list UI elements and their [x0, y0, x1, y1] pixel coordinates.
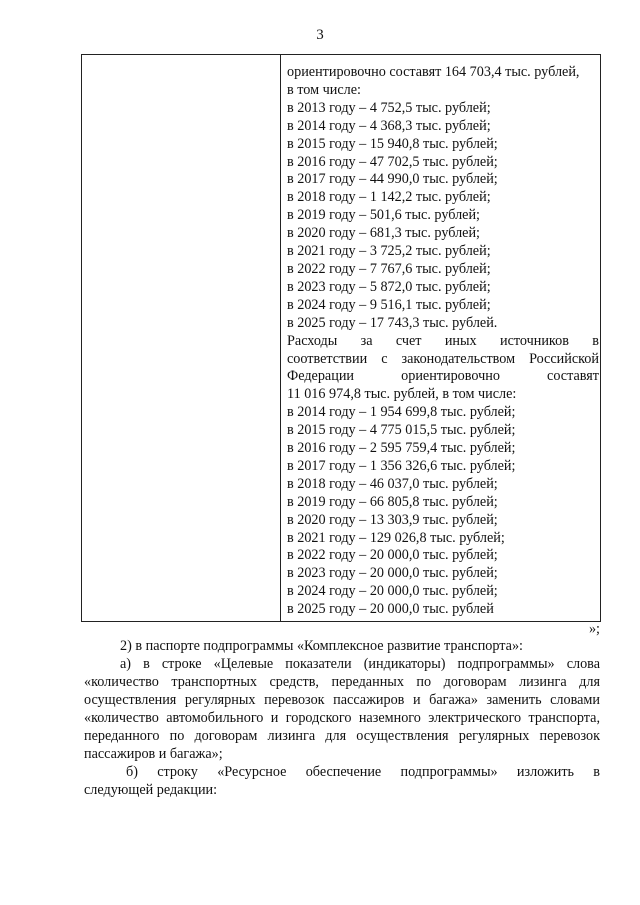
word: изложить: [516, 764, 574, 780]
year-row: в 2019 году – 501,6 тыс. рублей;: [287, 207, 480, 224]
intro-line: в том числе:: [287, 81, 361, 98]
other-sources-line: [287, 333, 599, 351]
year-row: в 2023 году – 20 000,0 тыс. рублей;: [287, 565, 498, 582]
other-sources-line: [287, 351, 599, 369]
year-row: в 2020 году – 13 303,9 тыс. рублей;: [287, 511, 498, 528]
year-row: в 2016 году – 47 702,5 тыс. рублей;: [287, 153, 498, 170]
year-row: в 2022 году – 20 000,0 тыс. рублей;: [287, 547, 498, 564]
year-row: в 2015 году – 15 940,8 тыс. рублей;: [287, 135, 498, 152]
page-number: 3: [316, 27, 324, 43]
word: соответствии: [287, 350, 368, 367]
word: ориентировочно: [401, 368, 500, 385]
year-row: в 2013 году – 4 752,5 тыс. рублей;: [287, 99, 491, 116]
paragraph-item-2: 2) в паспорте подпрограммы «Комплексное развитие транспорта»:: [120, 638, 523, 654]
year-row: в 2022 году – 7 767,6 тыс. рублей;: [287, 260, 491, 277]
paragraph-item-b-line1: [84, 763, 600, 781]
table-column-divider: [280, 55, 281, 621]
year-row: в 2025 году – 20 000,0 тыс. рублей: [287, 601, 494, 618]
word: обеспечение: [305, 764, 382, 780]
year-row: в 2018 году – 46 037,0 тыс. рублей;: [287, 475, 498, 492]
year-row: в 2019 году – 66 805,8 тыс. рублей;: [287, 493, 498, 510]
word: строку: [157, 764, 198, 780]
word: Федерации: [287, 368, 355, 385]
table-right-cell: [287, 64, 599, 619]
year-row: в 2024 году – 20 000,0 тыс. рублей;: [287, 583, 498, 600]
word: за: [360, 332, 373, 349]
year-row: в 2020 году – 681,3 тыс. рублей;: [287, 225, 480, 242]
closing-quote-mark: »;: [588, 621, 600, 637]
year-row: в 2025 году – 17 743,3 тыс. рублей.: [287, 314, 498, 331]
year-row: в 2021 году – 3 725,2 тыс. рублей;: [287, 243, 491, 260]
word: «Ресурсное: [217, 764, 287, 780]
word: составят: [547, 368, 599, 385]
word: в: [593, 764, 600, 780]
year-row: в 2018 году – 1 142,2 тыс. рублей;: [287, 189, 491, 206]
year-row: в 2014 году – 4 368,3 тыс. рублей;: [287, 117, 491, 134]
other-sources-total: 11 016 974,8 тыс. рублей, в том числе:: [287, 386, 517, 403]
word: иных: [444, 332, 477, 349]
year-row: в 2017 году – 1 356 326,6 тыс. рублей;: [287, 457, 516, 474]
body-text: [84, 637, 600, 799]
year-row: в 2017 году – 44 990,0 тыс. рублей;: [287, 171, 498, 188]
word: источников: [499, 332, 569, 349]
year-row: в 2023 году – 5 872,0 тыс. рублей;: [287, 278, 491, 295]
word: подпрограммы»: [400, 764, 498, 780]
year-row: в 2015 году – 4 775 015,5 тыс. рублей;: [287, 422, 516, 439]
year-row: в 2024 году – 9 516,1 тыс. рублей;: [287, 296, 491, 313]
intro-line: ориентировочно составят 164 703,4 тыс. рублей,: [287, 64, 580, 80]
word: с: [381, 350, 388, 367]
other-sources-line: [287, 368, 599, 386]
word: в: [592, 332, 599, 349]
year-row: в 2021 году – 129 026,8 тыс. рублей;: [287, 529, 505, 546]
word: б): [126, 764, 138, 780]
word: Расходы: [287, 332, 338, 349]
word: Российской: [529, 350, 599, 367]
financing-table: [81, 54, 601, 622]
word: счет: [395, 332, 422, 349]
word: законодательством: [401, 350, 516, 367]
year-row: в 2016 году – 2 595 759,4 тыс. рублей;: [287, 440, 516, 457]
paragraph-item-b-line2: следующей редакции:: [84, 782, 218, 798]
year-row: в 2014 году – 1 954 699,8 тыс. рублей;: [287, 404, 516, 421]
paragraph-item-a: а) в строке «Целевые показатели (индикаторы) подпрограммы» слова «количество транспортных средств, переданных по договорам лизинга для осуществления регулярных перевозок пассажиров и багажа» заменить словами «количество автомобильного и городского наземного электрического транспорта, переданного по договорам лизинга для осуществления регулярных перевозок пассажиров и багажа»;: [84, 656, 600, 762]
